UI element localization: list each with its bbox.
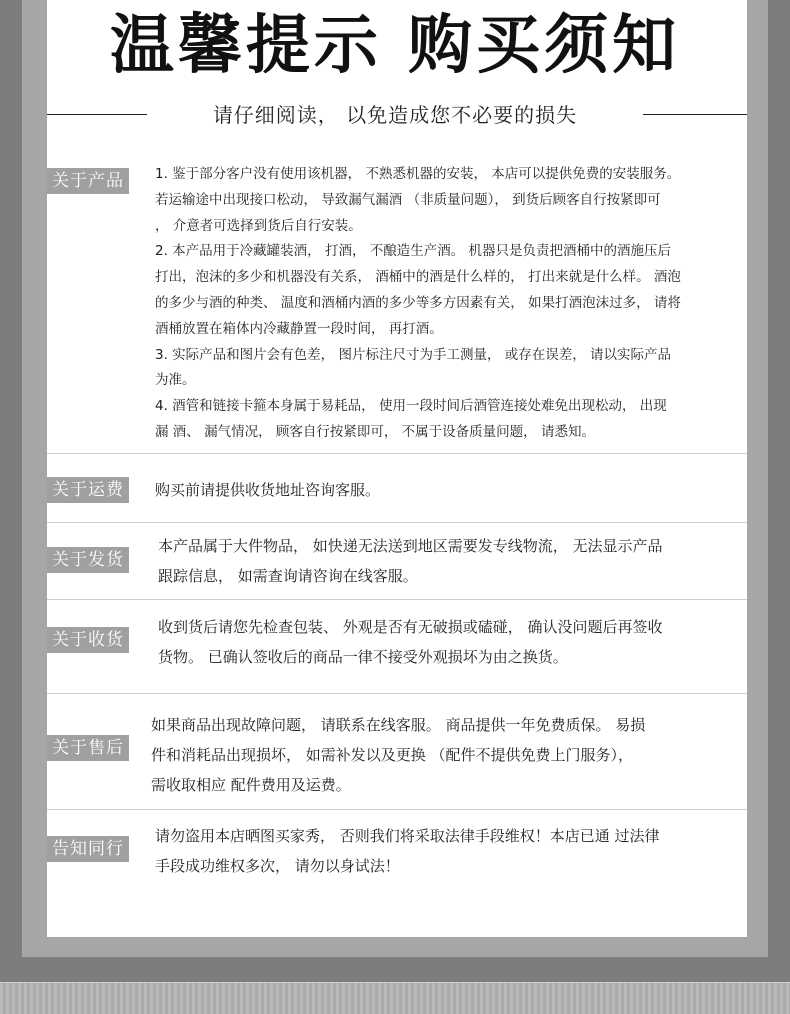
section-tag-delivery: 关于发货 [47, 547, 129, 573]
text-line: 若运输途中出现接口松动， 导致漏气漏酒 （非质量问题）， 到货后顾客自行按紧即可 [155, 191, 661, 208]
page-subtitle: 请仔细阅读， 以免造成您不必要的损失 [212, 103, 578, 127]
text-line: 请勿盗用本店晒图买家秀， 否则我们将采取法律手段维权！本店已通 过法律 [155, 827, 660, 845]
page-title: 温馨提示 购买须知 [109, 9, 681, 83]
text-line: 漏 酒、 漏气情况， 顾客自行按紧即可， 不属于设备质量问题， 请悉知。 [155, 423, 595, 440]
text-line: 2. 本产品用于冷藏罐装酒， 打酒， 不酿造生产酒。 机器只是负责把酒桶中的酒施压后 [155, 243, 672, 260]
section-tag-receiving: 关于收货 [47, 627, 129, 653]
text-line: 为准。 [155, 372, 196, 389]
text-line: 需收取相应 配件费用及运费。 [151, 776, 351, 794]
text-line: 收到货后请您先检查包装、 外观是否有无破损或磕碰， 确认没问题后再签收 [158, 618, 663, 636]
text-line: 的多少与酒的种类、 温度和酒桶内酒的多少等多方因素有关， 如果打酒泡沫过多， 请将 [155, 294, 681, 311]
textured-floor [0, 982, 790, 1014]
section-text-product [155, 162, 681, 446]
section-divider [47, 599, 747, 600]
section-tag-product: 关于产品 [47, 168, 129, 194]
section-tag-shipping-fee: 关于运费 [47, 477, 129, 503]
text-line: 购买前请提供收货地址咨询客服。 [155, 481, 381, 499]
section-divider [47, 809, 747, 810]
section-text-shipping-fee [155, 475, 380, 505]
text-line: 如果商品出现故障问题， 请联系在线客服。 商品提供一年免费质保。 易损 [151, 716, 646, 734]
subtitle-row [0, 98, 790, 132]
text-line: 打出，泡沫的多少和机器没有关系， 酒桶中的酒是什么样的， 打出来就是什么样。 酒泡 [155, 269, 681, 286]
text-line: 手段成功维权多次， 请勿以身试法！ [155, 857, 400, 875]
section-text-peer-notice [155, 821, 660, 881]
section-text-after-sales [151, 710, 645, 800]
section-tag-peer-notice: 告知同行 [47, 836, 129, 862]
text-line: 货物。 已确认签收后的商品一律不接受外观损坏为由之换货。 [158, 648, 568, 666]
text-line: ， 介意者可选择到货后自行安装。 [155, 217, 362, 234]
text-line: 4. 酒管和链接卡箍本身属于易耗品， 使用一段时间后酒管连接处难免出现松动， 出现 [155, 398, 667, 415]
section-divider [47, 522, 747, 523]
text-line: 本产品属于大件物品， 如快递无法送到地区需要发专线物流， 无法显示产品 [158, 537, 663, 555]
section-divider [47, 693, 747, 694]
section-text-delivery [158, 531, 663, 591]
section-divider [47, 453, 747, 454]
text-line: 跟踪信息， 如需查询请咨询在线客服。 [158, 567, 418, 585]
text-line: 酒桶放置在箱体内冷藏静置一段时间， 再打酒。 [155, 320, 443, 337]
section-text-receiving [158, 612, 663, 672]
text-line: 件和消耗品出现损坏， 如需补发以及更换 （配件不提供免费上门服务）， [151, 746, 634, 764]
text-line: 3. 实际产品和图片会有色差， 图片标注尺寸为手工测量， 或存在误差， 请以实际产品 [155, 346, 672, 363]
section-tag-after-sales: 关于售后 [47, 735, 129, 761]
text-line: 1. 鉴于部分客户没有使用该机器， 不熟悉机器的安装， 本店可以提供免费的安装服务。 [155, 166, 681, 182]
